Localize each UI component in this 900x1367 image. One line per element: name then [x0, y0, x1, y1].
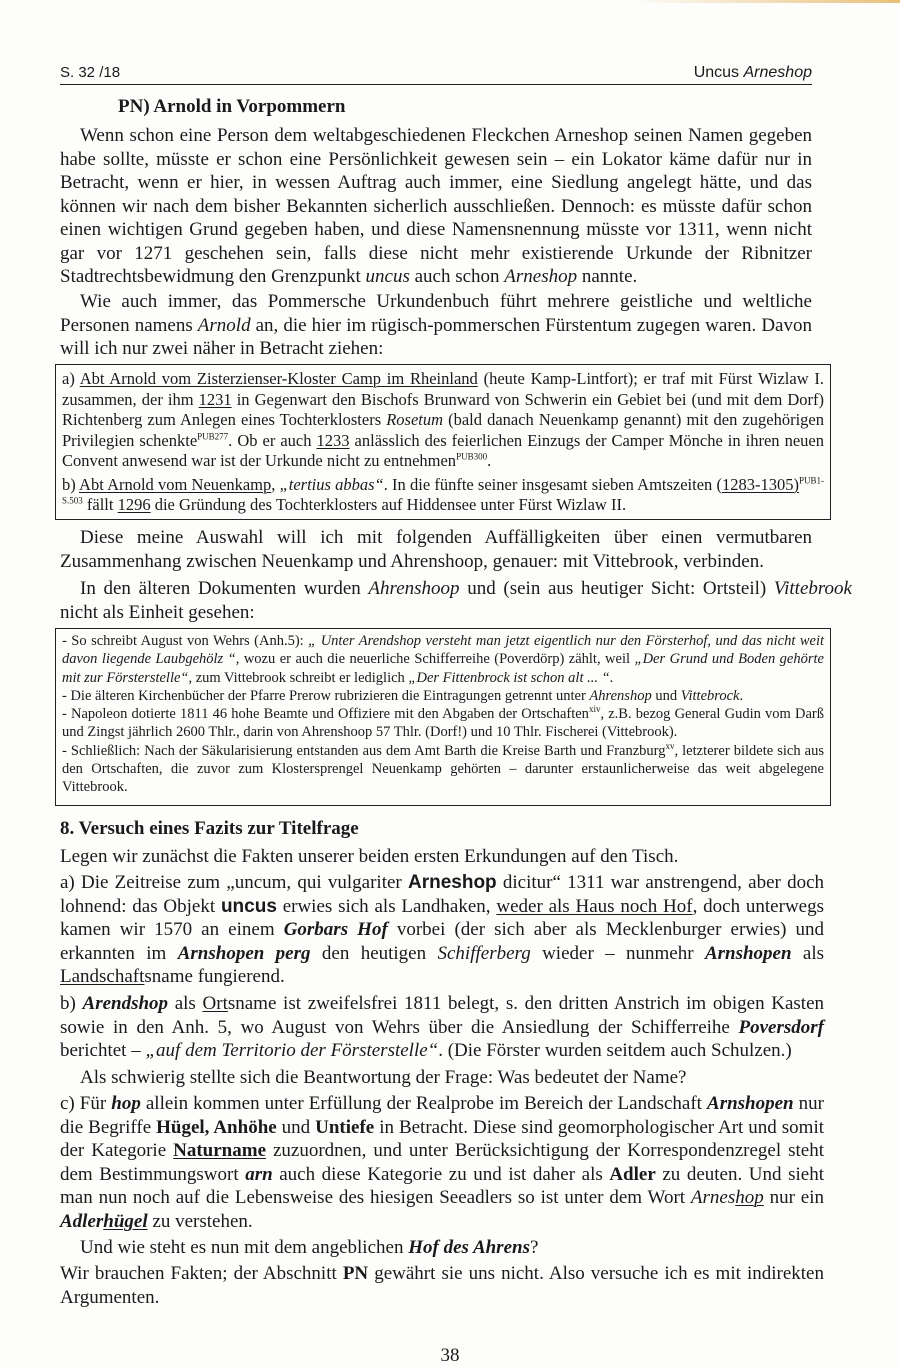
sources-box: [55, 628, 831, 806]
running-header: [60, 62, 812, 85]
section-heading-8: 8. Versuch eines Fazits zur Titelfrage: [60, 818, 359, 839]
paragraph-8: Als schwierig stellte sich die Beantwortung der Frage: Was bedeutet der Name?: [80, 1067, 687, 1088]
paragraph-6: a) Die Zeitreise zum „uncum, qui vulgariter Arneshop dicitur“ 1311 war anstrengend, aber doch lohnend: das Objekt uncus erwies sich als Landhaken, weder als Haus noch Hof, doch unterwegs kamen wir 1570 an einem Gorbars Hof vorbei (der sich aber als Mecklenburger erwies) und erkannten im Arnshopen perg den heutigen Schifferberg wieder – nunmehr Arnshopen als Landschaftsname fungierend.: [60, 872, 825, 987]
source-item-wehrs: - So schreibt August von Wehrs (Anh.5): „ Unter Arendshop versteht man jetzt eigentlich nur den Försterhof, und das nicht weit davon liegende Laubgehölz “, wozu er auch die neuerliche Schifferreihe (Poverdörp) zählt, weil „Der Grund und Boden gehörte mit zur Försterstelle“, zum Vittebrook schreibt er lediglich „Der Fittenbrock ist schon alt ... “.: [62, 633, 824, 686]
paragraph-10: Und wie steht es nun mit dem angeblichen Hof des Ahrens?: [80, 1237, 539, 1258]
source-item-napoleon: - Napoleon dotierte 1811 46 hohe Beamte und Offiziere mit den Abgaben der Ortschaften$^{xiv}$, z.B. bezog General Gudin vom Darß und Zingst jährlich 2600 Thlr., darin von Ahrenshoop 57 Thlr. (Dorf!) und 10 Thlr. Fischerei (Vittebrook).: [62, 704, 824, 741]
source-item-kirchenbuecher: - Die älteren Kirchenbücher der Pfarre Prerow rubrizieren die Eintragungen getrennt unter Ahrenshop und Vittebrock.: [62, 687, 744, 704]
abbots-box: [55, 364, 831, 520]
header-title: Uncus Arneshop: [693, 64, 812, 81]
abbot-a-entry: a) Abt Arnold vom Zisterzienser-Kloster Camp im Rheinland (heute Kamp-Lintfort); er traf mit Fürst Wizlaw I. zusammen, der ihm 1231 in Gegenwart den Bischofs Brunward von Schwerin ein Gebiet bei (und mit dem Dorf) Richtenberg zum Anlegen eines Tochterklosters Rosetum (bald danach Neuenkamp genannt) mit den zugehörigen Privilegien schenkte$^{PUB277}$. Ob er auch 1233 anlässlich des feierlichen Einzugs der Camper Mönche in ihren neuen Convent anwesend war ist der Urkunde nicht zu entnehmen$^{PUB300}$.: [62, 369, 824, 470]
paragraph-9: c) Für hop allein kommen unter Erfüllung der Realprobe im Bereich der Landschaft Arnshopen nur die Begriffe Hügel, Anhöhe und Untiefe in Betracht. Diese sind geomorphologischer Art und somit der Kategorie Naturname zuzuordnen, und unter Berücksichtigung der Korrespondenzregel steht dem Bestimmungswort arn auch diese Kategorie zu und ist daher als Adler zu deuten. Und sieht man nun noch auf die Lebensweise des hiesigen Seeadlers so ist unter dem Wort Arneshop nur ein Adlerhügel zu verstehen.: [60, 1093, 824, 1232]
abbot-b-entry: b) Abt Arnold vom Neuenkamp, „tertius abbas“. In die fünfte seiner insgesamt sieben Amtszeiten (1283-1305)$^{PUB1-S.503}$ fällt 1296 die Gründung des Tochterklosters auf Hiddensee unter Fürst Wizlaw II.: [62, 474, 824, 514]
paragraph-5: Legen wir zunächst die Fakten unserer beiden ersten Erkundungen auf den Tisch.: [60, 846, 679, 867]
paragraph-11: Wir brauchen Fakten; der Abschnitt PN gewährt sie uns nicht. Also versuche ich es mit indirekten Argumenten.: [60, 1263, 824, 1308]
source-item-saekularisierung: - Schließlich: Nach der Säkularisierung entstanden aus dem Amt Barth die Kreise Barth und Franzburg$^{xv}$, letzterer bildete sich aus den Ortschaften, die zuvor zum Klostersprengel Neuenkamp gehörten – darunter erstaunlicherweise das weit abgelegene Vittebrook.: [62, 740, 824, 796]
page-top-edge: [0, 0, 900, 3]
paragraph-1: Wenn schon eine Person dem weltabgeschiedenen Fleckchen Arneshop seinen Namen gegeben habe sollte, müsste er schon eine Persönlichkeit gewesen sein – ein Lokator käme dafür nur in Betracht, wenn er hier, in wessen Auftrag auch immer, eine Siedlung angelegt hätte, und das können wir nach dem bisher Bekannten sicherlich ausschließen. Dennoch: es müsste dafür schon einen wichtigen Grund gegeben haben, und diese Namensnennung müsste vor 1311, wenn nicht gar vor 1271 geschehen sein, falls diese nicht mehr existierende Urkunde der Ribnitzer Stadtrechtsbewidmung den Grenzpunkt uncus auch schon Arneshop nannte.: [60, 125, 812, 287]
paragraph-4: In den älteren Dokumenten wurden Ahrenshoop und (sein aus heutiger Sicht: Ortsteil) Vittebrook nicht als Einheit gesehen:: [60, 578, 852, 623]
paragraph-2: Wie auch immer, das Pommersche Urkundenbuch führt mehrere geistliche und weltliche Personen namens Arnold an, die hier im rügisch-pommerschen Fürstentum zugegen waren. Davon will ich nur zwei näher in Betracht ziehen:: [60, 291, 812, 359]
paragraph-3: Diese meine Auswahl will ich mit folgenden Auffälligkeiten über einen vermutbaren Zusammenhang zwischen Neuenkamp und Ahrenshoop, genauer: mit Vittebrook, verbinden.: [60, 527, 812, 572]
page-number: 38: [440, 1345, 460, 1366]
header-page-ref: S. 32 /18: [60, 64, 121, 81]
section-heading-pn: PN) Arnold in Vorpommern: [118, 96, 346, 117]
paragraph-7: b) Arendshop als Ortsname ist zweifelsfrei 1811 belegt, s. den dritten Anstrich im obigen Kasten sowie in den Anh. 5, wo August von Wehrs über die Ansiedlung der Schifferreihe Poversdorf berichtet – „auf dem Territorio der Försterstelle“. (Die Förster wurden seitdem auch Schulzen.): [60, 993, 825, 1061]
